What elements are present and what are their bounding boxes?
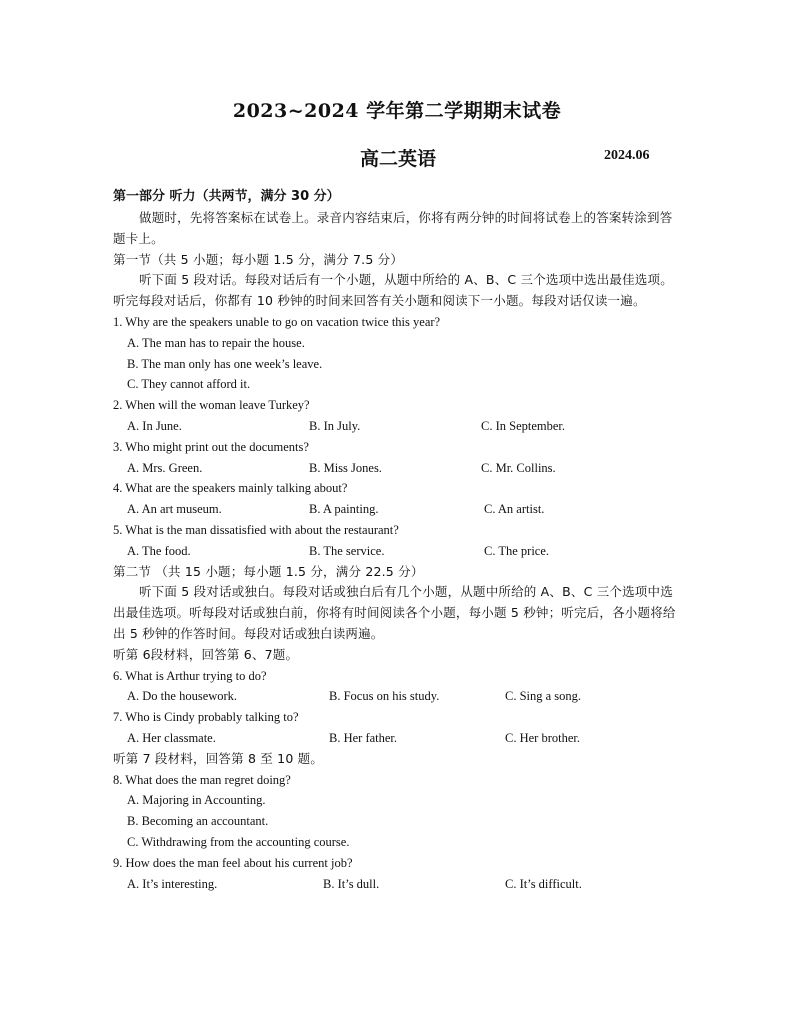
section1-heading: 第一节（共 5 小题；每小题 1.5 分，满分 7.5 分）	[113, 251, 404, 267]
option-row	[113, 832, 683, 853]
option-b: B. Focus on his study.	[329, 689, 440, 704]
question-7: 7. Who is Cindy probably talking to?	[113, 710, 299, 725]
question-3: 3. Who might print out the documents?	[113, 439, 309, 454]
option-b: B. The service.	[309, 543, 385, 558]
question-8: 8. What does the man regret doing?	[113, 772, 291, 787]
option-row	[113, 499, 683, 520]
option-row	[113, 333, 683, 354]
option-c: C. Withdrawing from the accounting course.	[127, 834, 350, 849]
option-row	[113, 686, 683, 707]
option-a: A. Her classmate.	[127, 730, 216, 745]
option-a: A. An art museum.	[127, 502, 222, 517]
option-a: A. Mrs. Green.	[127, 460, 203, 475]
option-a: A. The man has to repair the house.	[127, 335, 305, 350]
option-row	[113, 541, 683, 562]
part1-intro: 做题时，先将答案标在试卷上。录音内容结束后，你将有两分钟的时间将试卷上的答案转涂到答题卡上。	[113, 210, 673, 246]
exam-content	[113, 186, 683, 894]
option-b: B. In July.	[309, 418, 361, 433]
option-b: B. Her father.	[329, 730, 398, 745]
subject-title: 高二英语	[360, 148, 437, 170]
option-c: C. Sing a song.	[505, 689, 582, 704]
option-c: C. It’s difficult.	[505, 876, 582, 891]
option-row	[113, 728, 683, 749]
option-a: A. The food.	[127, 543, 191, 558]
option-row	[113, 874, 683, 895]
option-row	[113, 790, 683, 811]
question-1: 1. Why are the speakers unable to go on vacation twice this year?	[113, 314, 441, 329]
option-c: C. In September.	[481, 418, 566, 433]
question-9: 9. How does the man feel about his current job?	[113, 855, 353, 870]
option-c: C. They cannot afford it.	[127, 377, 251, 392]
question-6: 6. What is Arthur trying to do?	[113, 668, 267, 683]
option-c: C. Mr. Collins.	[481, 460, 556, 475]
material-7-note: 听第 7 段材料，回答第 8 至 10 题。	[113, 750, 324, 766]
option-c: C. The price.	[484, 543, 550, 558]
option-a: A. Majoring in Accounting.	[127, 793, 266, 808]
option-row	[113, 374, 683, 395]
section1-instructions: 听下面 5 段对话。每段对话后有一个小题，从题中所给的 A、B、C 三个选项中选出最佳选项。听完每段对话后，你都有 10 秒钟的时间来回答有关小题和阅读下一小题。每段对话仅读一遍。	[113, 272, 673, 309]
option-b: B. A painting.	[309, 502, 379, 517]
question-5: 5. What is the man dissatisfied with about the restaurant?	[113, 522, 399, 537]
option-b: B. Miss Jones.	[309, 460, 382, 475]
question-2: 2. When will the woman leave Turkey?	[113, 398, 310, 413]
material-6-note: 听第 6段材料，回答第 6、7题。	[113, 646, 299, 662]
option-a: A. Do the housework.	[127, 689, 238, 704]
option-row	[113, 416, 683, 437]
option-a: A. It’s interesting.	[127, 876, 218, 891]
option-c: C. Her brother.	[505, 730, 580, 745]
option-b: B. Becoming an accountant.	[127, 814, 269, 829]
question-4: 4. What are the speakers mainly talking about?	[113, 481, 348, 496]
part1-heading: 第一部分 听力（共两节，满分 30 分）	[113, 189, 340, 204]
exam-date: 2024.06	[604, 148, 650, 163]
option-row	[113, 811, 683, 832]
option-a: A. In June.	[127, 418, 182, 433]
option-b: B. The man only has one week’s leave.	[127, 356, 323, 371]
option-c: C. An artist.	[484, 502, 545, 517]
option-b: B. It’s dull.	[323, 876, 380, 891]
section2-heading: 第二节 （共 15 小题；每小题 1.5 分，满分 22.5 分）	[113, 563, 424, 579]
option-row	[113, 354, 683, 375]
exam-title: 2023~2024 学年第二学期期末试卷	[232, 100, 562, 122]
section2-instructions: 听下面 5 段对话或独白。每段对话或独白后有几个小题，从题中所给的 A、B、C 三个选项中选出最佳选项。听每段对话或独白前，你将有时间阅读各个小题，每小题 5 秒钟；听完后，各小题将给出 5 秒钟的作答时间。每段对话或独白读两遍。	[113, 584, 676, 641]
option-row	[113, 458, 683, 479]
